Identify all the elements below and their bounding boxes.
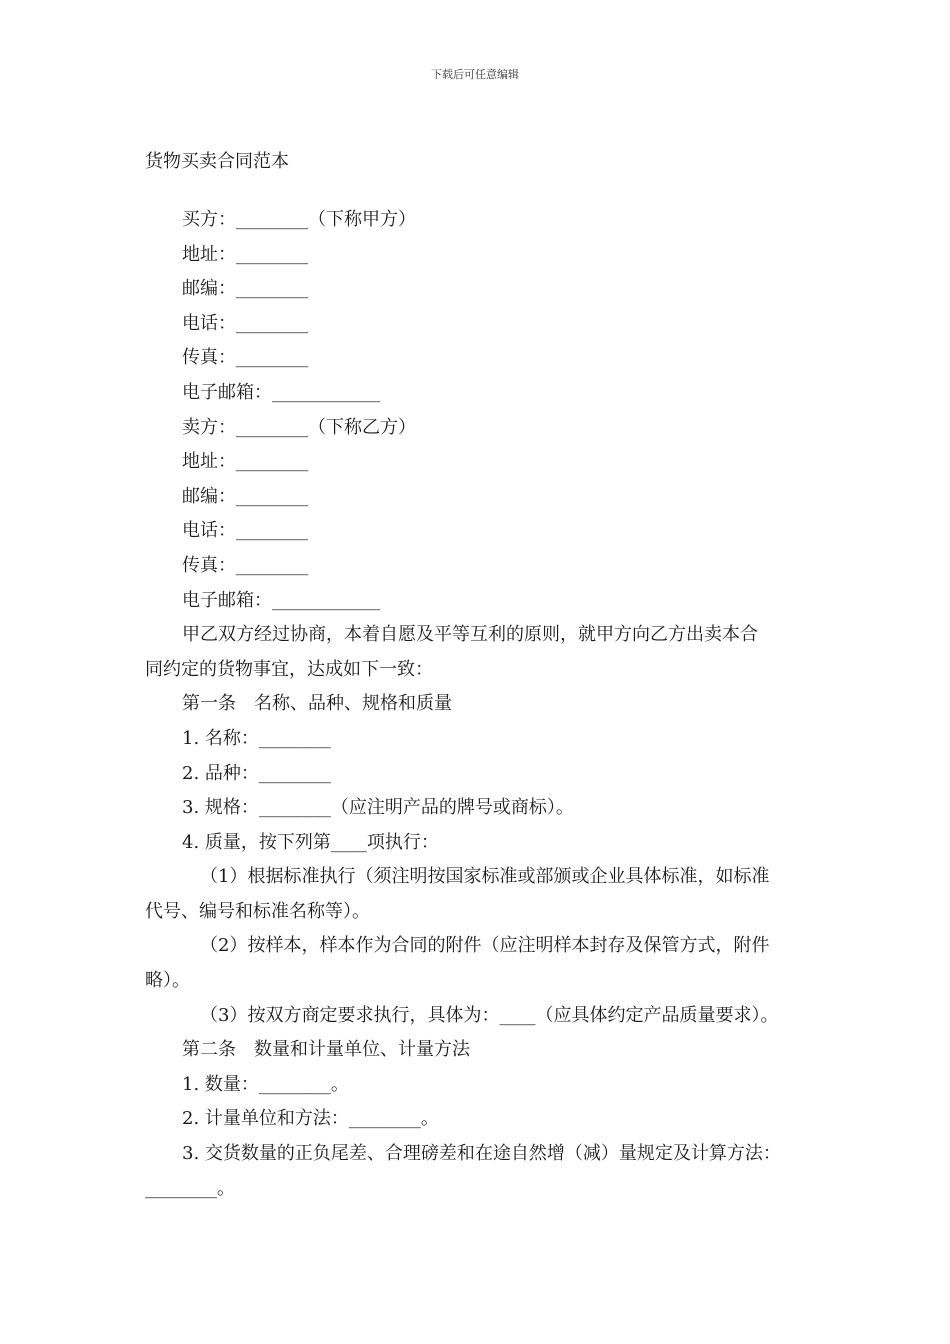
tolerance-line-1: 3. 交货数量的正负尾差、合理磅差和在途自然增（减）量规定及计算方法： (182, 1143, 781, 1165)
seller-line: 卖方：________（下称乙方） (182, 416, 416, 438)
seller-email-line: 电子邮箱：____________ (182, 589, 380, 611)
quality-option-1-line-1: （1）根据标准执行（须注明按国家标准或部颁或企业具体标准，如标准 (200, 866, 770, 888)
document-title: 货物买卖合同范本 (145, 151, 289, 172)
article-2-heading: 第二条 数量和计量单位、计量方法 (182, 1039, 470, 1061)
quality-option-1-line-2: 代号、编号和标准名称等）。 (145, 900, 370, 922)
buyer-fax-line: 传真：________ (182, 347, 308, 369)
buyer-postcode-line: 邮编：________ (182, 278, 308, 300)
buyer-line: 买方：________（下称甲方） (182, 209, 416, 230)
seller-phone-line: 电话：________ (182, 520, 308, 542)
buyer-email-line: 电子邮箱：____________ (182, 381, 380, 403)
quality-option-2-line-1: （2）按样本，样本作为合同的附件（应注明样本封存及保管方式，附件 (200, 935, 770, 957)
tolerance-line-2: ________。 (145, 1177, 235, 1199)
page-header: 下载后可任意编辑 (431, 68, 519, 81)
quality-option-2-line-2: 略）。 (145, 970, 190, 992)
quality-option-3-line: （3）按双方商定要求执行，具体为：____（应具体约定产品质量要求）。 (200, 1004, 779, 1026)
preamble-line-2: 同约定的货物事宜，达成如下一致： (145, 658, 433, 680)
unit-method-line: 2. 计量单位和方法：________。 (182, 1108, 439, 1130)
item-spec-line: 3. 规格：________（应注明产品的牌号或商标）。 (182, 797, 574, 819)
article-1-heading: 第一条 名称、品种、规格和质量 (182, 693, 452, 715)
document-body (145, 205, 825, 1208)
item-quality-line: 4. 质量，按下列第____项执行： (182, 831, 439, 853)
seller-fax-line: 传真：________ (182, 554, 308, 576)
buyer-address-line: 地址：________ (182, 243, 308, 265)
item-variety-line: 2. 品种：________ (182, 762, 331, 784)
item-name-line: 1. 名称：________ (182, 727, 331, 749)
quantity-line: 1. 数量：________。 (182, 1073, 349, 1095)
preamble-line-1: 甲乙双方经过协商，本着自愿及平等互利的原则，就甲方向乙方出卖本合 (182, 624, 758, 646)
seller-postcode-line: 邮编：________ (182, 485, 308, 507)
seller-address-line: 地址：________ (182, 451, 308, 473)
buyer-phone-line: 电话：________ (182, 312, 308, 334)
